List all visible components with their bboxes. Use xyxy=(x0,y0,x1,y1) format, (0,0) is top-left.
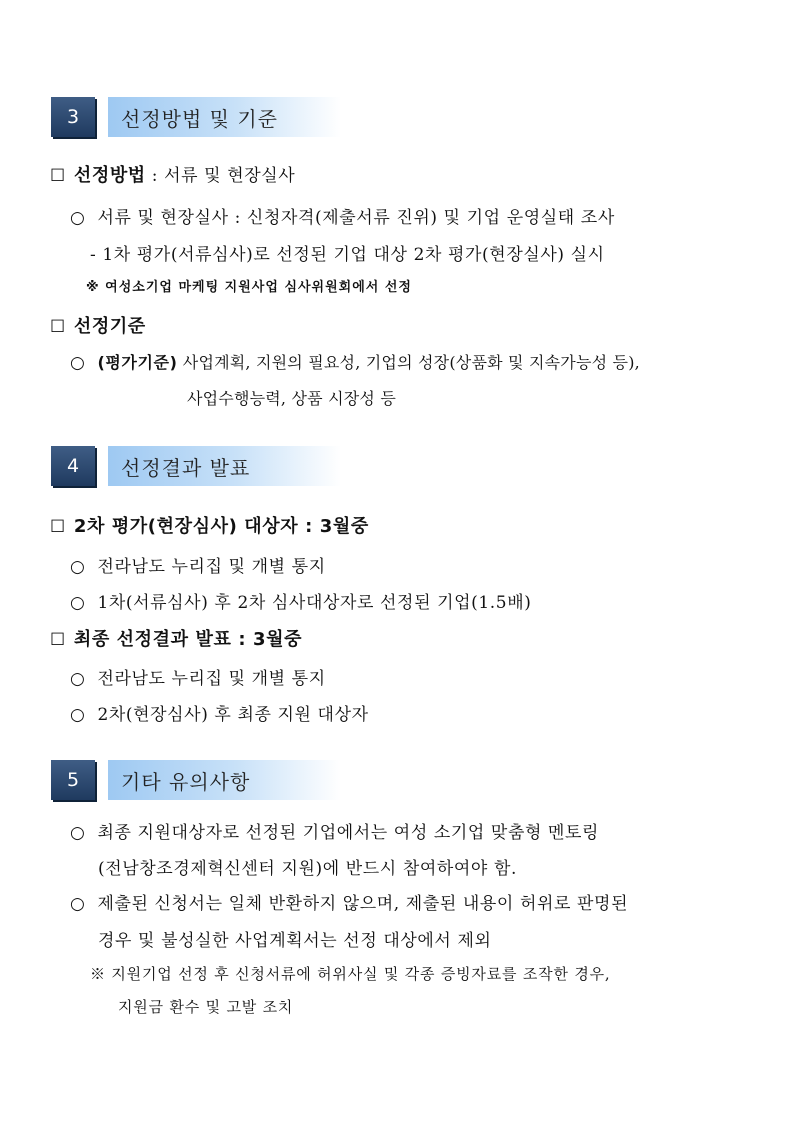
section-header-3 xyxy=(51,97,341,137)
circle-bullet-icon: ○ xyxy=(70,208,86,228)
square-bullet-icon: ☐ xyxy=(50,517,66,537)
circle-bullet-icon: ○ xyxy=(70,823,86,843)
heading-text: : 서류 및 현장실사 xyxy=(145,166,296,186)
circle-bullet-icon: ○ xyxy=(70,557,86,577)
list-item xyxy=(70,818,599,843)
list-item-continuation: (전남창조경제혁신센터 지원)에 반드시 참여하여야 함. xyxy=(98,859,517,879)
square-bullet-icon: ☐ xyxy=(50,630,66,650)
heading-label: 선정방법 xyxy=(73,165,146,186)
list-item-text: 전라남도 누리집 및 개별 통지 xyxy=(97,669,326,689)
list-item xyxy=(70,350,640,373)
list-item-text: 2차(현장심사) 후 최종 지원 대상자 xyxy=(97,705,369,725)
section-title: 선정결과 발표 xyxy=(108,446,341,486)
note-continuation: 지원금 환수 및 고발 조치 xyxy=(118,998,294,1016)
section-number: 5 xyxy=(51,760,95,800)
square-bullet-icon: ☐ xyxy=(50,166,66,186)
heading-selection-criteria xyxy=(50,312,146,338)
heading-selection-method xyxy=(50,161,295,187)
list-item xyxy=(70,889,628,914)
list-item xyxy=(70,588,531,613)
heading-label: 선정기준 xyxy=(73,316,146,337)
section-number: 4 xyxy=(51,446,95,486)
list-item xyxy=(70,203,615,228)
note: ※ 여성소기업 마케팅 지원사업 심사위원회에서 선정 xyxy=(86,280,412,295)
section-title: 선정방법 및 기준 xyxy=(108,97,341,137)
circle-bullet-icon: ○ xyxy=(70,705,86,725)
section-title: 기타 유의사항 xyxy=(108,760,341,800)
heading-final-result xyxy=(50,625,302,651)
circle-bullet-icon: ○ xyxy=(70,894,86,914)
sub-item: - 1차 평가(서류심사)로 선정된 기업 대상 2차 평가(현장실사) 실시 xyxy=(90,245,605,265)
list-item-text: 사업계획, 지원의 필요성, 기업의 성장(상품화 및 지속가능성 등), xyxy=(177,353,640,372)
criteria-label: (평가기준) xyxy=(97,353,178,372)
heading-text: 2차 평가(현장심사) 대상자 : 3월중 xyxy=(73,516,369,537)
list-item xyxy=(70,552,326,577)
list-item-text: 전라남도 누리집 및 개별 통지 xyxy=(97,557,326,577)
section-header-5 xyxy=(51,760,341,800)
heading-text: 최종 선정결과 발표 : 3월중 xyxy=(73,629,303,650)
list-item-text: 최종 지원대상자로 선정된 기업에서는 여성 소기업 맞춤형 멘토링 xyxy=(97,823,600,843)
section-number: 3 xyxy=(51,97,95,137)
circle-bullet-icon: ○ xyxy=(70,353,86,373)
circle-bullet-icon: ○ xyxy=(70,669,86,689)
circle-bullet-icon: ○ xyxy=(70,593,86,613)
list-item-continuation: 경우 및 불성실한 사업계획서는 선정 대상에서 제외 xyxy=(98,931,492,951)
list-item xyxy=(70,664,326,689)
list-item-continuation: 사업수행능력, 상품 시장성 등 xyxy=(187,389,397,408)
list-item-text: 제출된 신청서는 일체 반환하지 않으며, 제출된 내용이 허위로 판명된 xyxy=(97,894,629,914)
list-item xyxy=(70,700,369,725)
section-header-4 xyxy=(51,446,341,486)
square-bullet-icon: ☐ xyxy=(50,317,66,337)
list-item-text: 서류 및 현장실사 : 신청자격(제출서류 진위) 및 기업 운영실태 조사 xyxy=(97,208,615,228)
list-item-text: 1차(서류심사) 후 2차 심사대상자로 선정된 기업(1.5배) xyxy=(97,593,532,613)
heading-second-evaluation xyxy=(50,512,369,538)
note: ※ 지원기업 선정 후 신청서류에 허위사실 및 각종 증빙자료를 조작한 경우, xyxy=(90,965,611,983)
